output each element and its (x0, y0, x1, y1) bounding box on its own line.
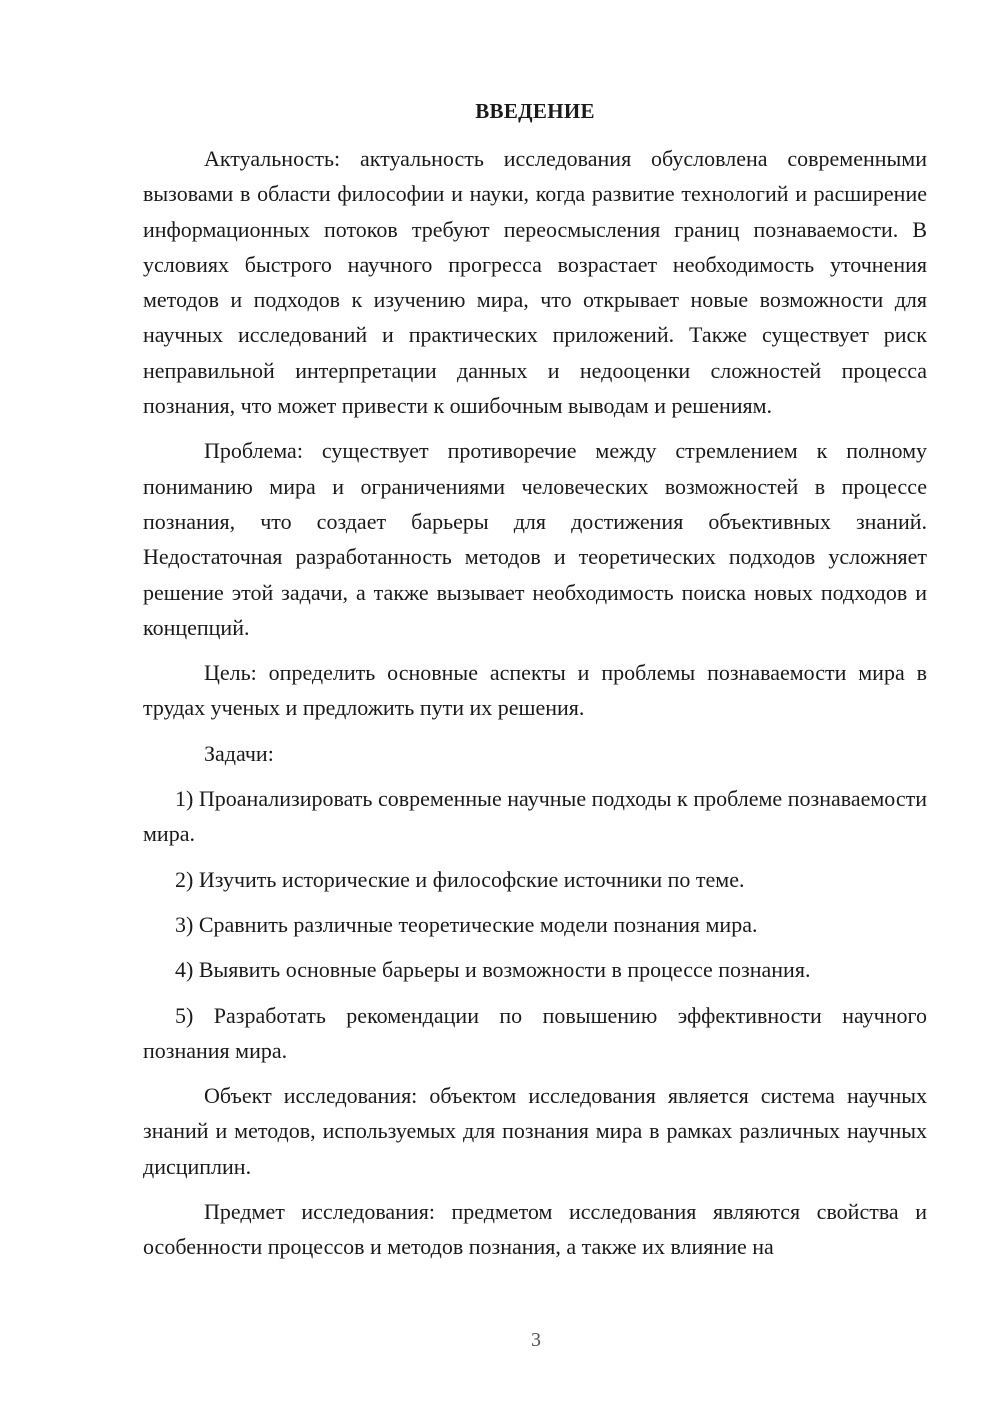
task-item-1: 1) Проанализировать современные научные подходы к проблеме познаваемости мира. (143, 786, 927, 847)
section-title: ВВЕДЕНИЕ (475, 99, 595, 123)
task-item-4: 4) Выявить основные барьеры и возможности в процессе познания. (175, 957, 811, 983)
tasks-heading: Задачи: (204, 740, 274, 766)
task-item-5: 5) Разработать рекомендации по повышению эффективности научного познания мира. (143, 1002, 927, 1063)
problem-paragraph: Проблема: существует противоречие между стремлением к полному пониманию мира и ограничениями человеческих возможностей в процессе познания, что создает барьеры для достижения объективных знаний. Недостаточная разработанность методов и теоретических подходов усложняет решение этой задачи, а также вызывает необходимость поиска новых подходов и концепций. (143, 438, 927, 640)
page-number: 3 (531, 1329, 541, 1351)
relevance-paragraph: Актуальность: актуальность исследования обусловлена современными вызовами в области философии и науки, когда развитие технологий и расширение информационных потоков требуют переосмысления границ познаваемости. В условиях быстрого научного прогресса возрастает необходимость уточнения методов и подходов к изучению мира, что открывает новые возможности для научных исследований и практических приложений. Также существует риск неправильной интерпретации данных и недооценки сложностей процесса познания, что может привести к ошибочным выводам и решениям. (143, 146, 927, 419)
goal-paragraph: Цель: определить основные аспекты и проблемы познаваемости мира в трудах ученых и предложить пути их решения. (143, 660, 927, 721)
page-content (143, 94, 927, 1275)
task-item-2: 2) Изучить исторические и философские источники по теме. (175, 866, 745, 892)
subject-paragraph: Предмет исследования: предметом исследования являются свойства и особенности процессов и методов познания, а также их влияние на (143, 1199, 927, 1260)
task-item-3: 3) Сравнить различные теоретические модели познания мира. (175, 911, 758, 937)
object-paragraph: Объект исследования: объектом исследования является система научных знаний и методов, используемых для познания мира в рамках различных научных дисциплин. (143, 1083, 927, 1179)
